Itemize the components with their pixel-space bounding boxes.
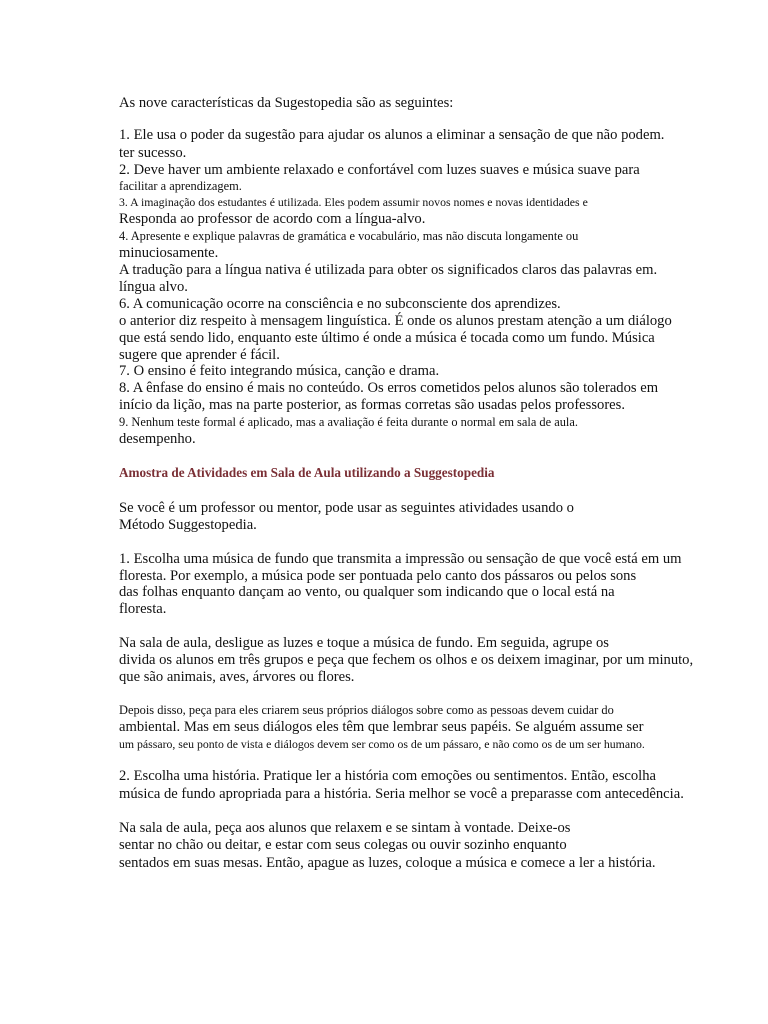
- paragraph-line: que são animais, aves, árvores ou flores.: [119, 669, 355, 685]
- characteristic-line: Responda ao professor de acordo com a língua-alvo.: [119, 211, 426, 227]
- characteristic-line: o anterior diz respeito à mensagem linguística. É onde os alunos prestam atenção a um diálogo: [119, 313, 672, 329]
- paragraph-line: floresta.: [119, 601, 167, 617]
- characteristic-line: que está sendo lido, enquanto este último é onde a música é tocada como um fundo. Música: [119, 330, 655, 346]
- paragraph-line: das folhas enquanto dançam ao vento, ou qualquer som indicando que o local está na: [119, 584, 615, 600]
- paragraph-line: ambiental. Mas em seus diálogos eles têm que lembrar seus papéis. Se alguém assume ser: [119, 719, 644, 735]
- paragraph-line: Método Suggestopedia.: [119, 517, 257, 533]
- paragraph-line: 1. Escolha uma música de fundo que transmita a impressão ou sensação de que você está em um: [119, 551, 682, 567]
- paragraph-line: sentados em suas mesas. Então, apague as luzes, coloque a música e comece a ler a história.: [119, 855, 656, 871]
- paragraph-line: Se você é um professor ou mentor, pode usar as seguintes atividades usando o: [119, 500, 574, 516]
- paragraph-line: divida os alunos em três grupos e peça que fechem os olhos e os deixem imaginar, por um minuto,: [119, 652, 694, 668]
- characteristic-line: 7. O ensino é feito integrando música, canção e drama.: [119, 363, 440, 379]
- characteristic-line: facilitar a aprendizagem.: [119, 179, 242, 193]
- characteristic-line: língua alvo.: [119, 279, 188, 295]
- characteristic-line: A tradução para a língua nativa é utilizada para obter os significados claros das palavras em.: [119, 262, 658, 278]
- paragraph-line: floresta. Por exemplo, a música pode ser pontuada pelo canto dos pássaros ou pelos sons: [119, 568, 637, 584]
- paragraph-line: música de fundo apropriada para a história. Seria melhor se você a preparasse com antecedência.: [119, 786, 684, 802]
- characteristic-line: 8. A ênfase do ensino é mais no conteúdo. Os erros cometidos pelos alunos são tolerados em: [119, 380, 659, 396]
- characteristic-line: sugere que aprender é fácil.: [119, 347, 280, 363]
- characteristic-line: 2. Deve haver um ambiente relaxado e confortável com luzes suaves e música suave para: [119, 162, 640, 178]
- paragraph-line: Na sala de aula, peça aos alunos que relaxem e se sintam à vontade. Deixe-os: [119, 820, 571, 836]
- intro-line: As nove características da Sugestopedia são as seguintes:: [119, 95, 454, 111]
- characteristic-line: início da lição, mas na parte posterior, as formas corretas são usadas pelos professores.: [119, 397, 625, 413]
- characteristic-line: minuciosamente.: [119, 245, 219, 261]
- characteristic-line: 9. Nenhum teste formal é aplicado, mas a avaliação é feita durante o normal em sala de aula.: [119, 415, 578, 429]
- characteristic-line: 3. A imaginação dos estudantes é utilizada. Eles podem assumir novos nomes e novas identidades e: [119, 195, 588, 209]
- paragraph-line: 2. Escolha uma história. Pratique ler a história com emoções ou sentimentos. Então, escolha: [119, 768, 656, 784]
- paragraph-line: sentar no chão ou deitar, e estar com seus colegas ou ouvir sozinho enquanto: [119, 837, 567, 853]
- characteristic-line: desempenho.: [119, 431, 196, 447]
- characteristic-line: 1. Ele usa o poder da sugestão para ajudar os alunos a eliminar a sensação de que não podem.: [119, 127, 665, 143]
- section-heading: Amostra de Atividades em Sala de Aula utilizando a Suggestopedia: [119, 465, 495, 480]
- characteristic-line: 6. A comunicação ocorre na consciência e no subconsciente dos aprendizes.: [119, 296, 561, 312]
- paragraph-line: um pássaro, seu ponto de vista e diálogos devem ser como os de um pássaro, e não como os de um ser humano.: [119, 737, 645, 751]
- paragraph-line: Depois disso, peça para eles criarem seus próprios diálogos sobre como as pessoas devem cuidar do: [119, 703, 614, 717]
- characteristic-line: ter sucesso.: [119, 145, 187, 161]
- characteristic-line: 4. Apresente e explique palavras de gramática e vocabulário, mas não discuta longamente ou: [119, 229, 579, 243]
- paragraph-line: Na sala de aula, desligue as luzes e toque a música de fundo. Em seguida, agrupe os: [119, 635, 609, 651]
